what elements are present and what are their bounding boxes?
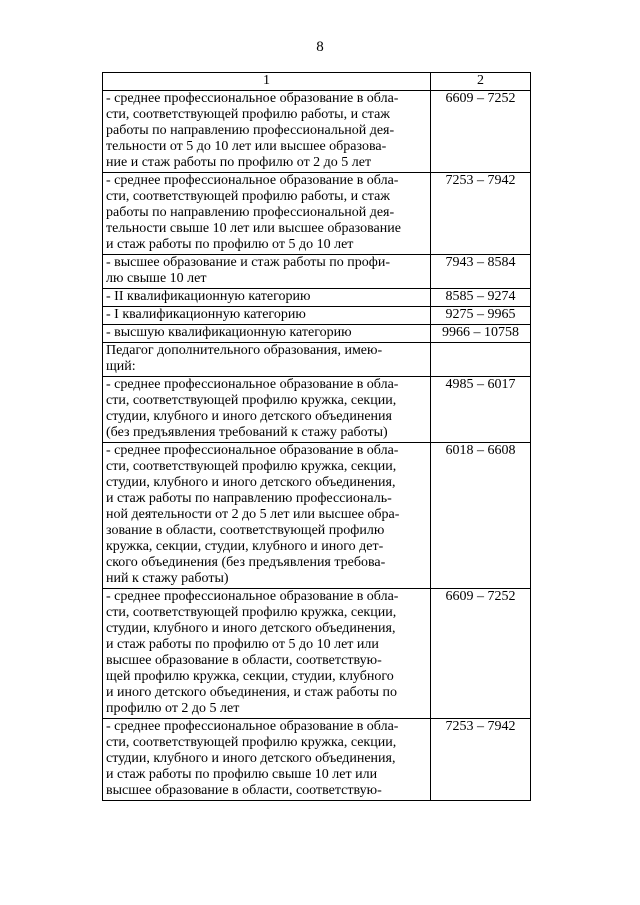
qualification-cell: - среднее профессиональное образование в обла- сти, соответствующей профилю работы, и стаж работы по направлению профессиональной дея- тельности свыше 10 лет или высшее образование и стаж работы по профилю от 5 до 10 лет (103, 173, 431, 255)
salary-range-cell: 8585 – 9274 (431, 289, 531, 307)
table-row (103, 377, 531, 443)
salary-range-cell: 6609 – 7252 (431, 91, 531, 173)
table-row (103, 91, 531, 173)
section-heading-cell: Педагог дополнительного образования, имею- щий: (103, 343, 431, 377)
salary-range-cell (431, 343, 531, 377)
table-row (103, 255, 531, 289)
salary-range-cell: 6018 – 6608 (431, 443, 531, 589)
salary-table (102, 72, 531, 801)
column-header-1: 1 (103, 73, 431, 91)
qualification-cell: - среднее профессиональное образование в обла- сти, соответствующей профилю кружка, секции, студии, клубного и иного детского объединения, и стаж работы по профилю свыше 10 лет или высшее образование в области, соответствую- (103, 719, 431, 801)
salary-range-cell: 7253 – 7942 (431, 173, 531, 255)
table-row (103, 173, 531, 255)
qualification-cell: - среднее профессиональное образование в обла- сти, соответствующей профилю кружка, секции, студии, клубного и иного детского объединения, и стаж работы по направлению профессиональ- ной деятельности от 2 до 5 лет или высшее обра- зование в области, соответствующей профилю кружка, секции, студии, клубного и иного дет- ского объединения (без предъявления требова- ний к стажу работы) (103, 443, 431, 589)
qualification-cell: - среднее профессиональное образование в обла- сти, соответствующей профилю кружка, секции, студии, клубного и иного детского объединения (без предъявления требований к стажу работы) (103, 377, 431, 443)
salary-range-cell: 9275 – 9965 (431, 307, 531, 325)
table-row (103, 343, 531, 377)
salary-range-cell: 9966 – 10758 (431, 325, 531, 343)
table-row (103, 307, 531, 325)
salary-range-cell: 7253 – 7942 (431, 719, 531, 801)
table-row (103, 325, 531, 343)
qualification-cell: - I квалификационную категорию (103, 307, 431, 325)
salary-range-cell: 6609 – 7252 (431, 589, 531, 719)
table-header-row (103, 73, 531, 91)
salary-range-cell: 7943 – 8584 (431, 255, 531, 289)
page-number: 8 (316, 39, 324, 55)
qualification-cell: - высшую квалификационную категорию (103, 325, 431, 343)
qualification-cell: - среднее профессиональное образование в обла- сти, соответствующей профилю работы, и стаж работы по направлению профессиональной дея- тельности от 5 до 10 лет или высшее образова- ние и стаж работы по профилю от 2 до 5 лет (103, 91, 431, 173)
table-row (103, 443, 531, 589)
table-row (103, 289, 531, 307)
qualification-cell: - среднее профессиональное образование в обла- сти, соответствующей профилю кружка, секции, студии, клубного и иного детского объединения, и стаж работы по профилю от 5 до 10 лет или высшее образование в области, соответствую- щей профилю кружка, секции, студии, клубного и иного детского объединения, и стаж работы по профилю от 2 до 5 лет (103, 589, 431, 719)
qualification-cell: - II квалификационную категорию (103, 289, 431, 307)
salary-range-cell: 4985 – 6017 (431, 377, 531, 443)
column-header-2: 2 (431, 73, 531, 91)
table-row (103, 589, 531, 719)
table-row (103, 719, 531, 801)
qualification-cell: - высшее образование и стаж работы по профи- лю свыше 10 лет (103, 255, 431, 289)
